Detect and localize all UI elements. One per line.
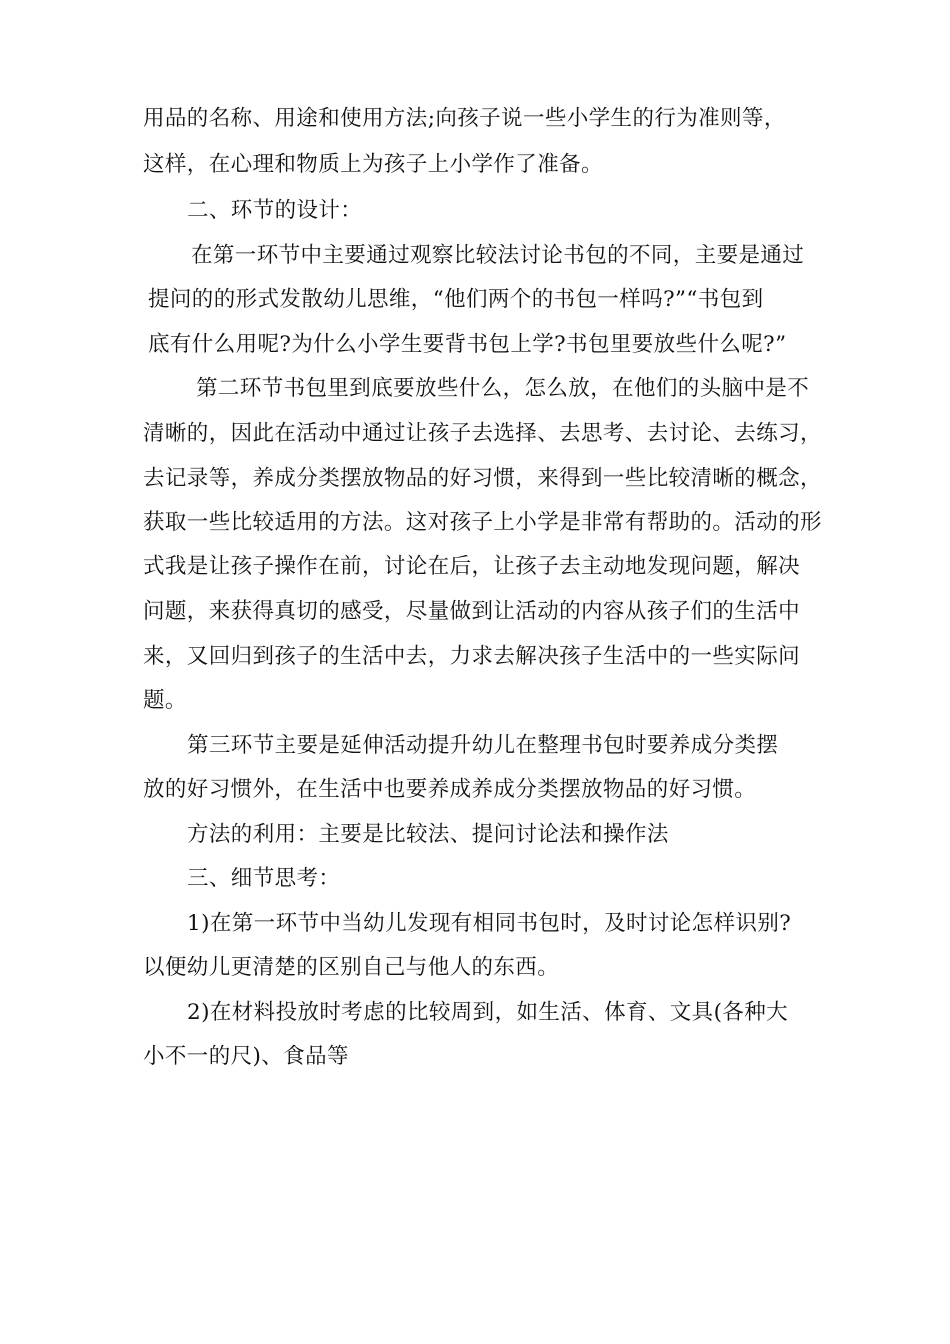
text-line: 题。 (143, 688, 187, 713)
text-line: 以便幼儿更清楚的区别自己与他人的东西。 (143, 955, 560, 980)
text-line: 放的好习惯外，在生活中也要养成养成分类摆放物品的好习惯。 (143, 777, 757, 802)
text-line: 清晰的，因此在活动中通过让孩子去选择、去思考、去讨论、去练习， (143, 421, 822, 446)
text-line: 2)在材料投放时考虑的比较周到，如生活、体育、文具(各种大 (187, 1000, 789, 1025)
text-line: 小不一的尺)、食品等 (143, 1044, 349, 1069)
text-line: 底有什么用呢?为什么小学生要背书包上学?书包里要放些什么呢?” (148, 332, 787, 357)
text-line: 式我是让孩子操作在前，讨论在后，让孩子去主动地发现问题，解决 (143, 554, 801, 579)
text-line: 获取一些比较适用的方法。这对孩子上小学是非常有帮助的。活动的形 (143, 510, 822, 535)
text-line: 第三环节主要是延伸活动提升幼儿在整理书包时要养成分类摆 (187, 733, 779, 758)
text-line: 1)在第一环节中当幼儿发现有相同书包时，及时讨论怎样识别? (187, 911, 792, 936)
section-heading: 二、环节的设计： (187, 198, 363, 223)
text-line: 第二环节书包里到底要放些什么，怎么放，在他们的头脑中是不 (196, 376, 810, 401)
text-line: 提问的的形式发散幼儿思维，“他们两个的书包一样吗?”“书包到 (148, 287, 764, 312)
text-line: 用品的名称、用途和使用方法;向孩子说一些小学生的行为准则等， (143, 106, 786, 131)
section-heading: 三、细节思考： (187, 866, 341, 891)
text-line: 这样，在心理和物质上为孩子上小学作了准备。 (143, 152, 603, 177)
text-line: 去记录等，养成分类摆放物品的好习惯，来得到一些比较清晰的概念， (143, 466, 822, 491)
text-line: 在第一环节中主要通过观察比较法讨论书包的不同，主要是通过 (191, 243, 805, 268)
text-line: 来，又回归到孩子的生活中去，力求去解决孩子生活中的一些实际问 (143, 644, 801, 669)
text-line: 问题，来获得真切的感受，尽量做到让活动的内容从孩子们的生活中 (143, 599, 801, 624)
text-line: 方法的利用：主要是比较法、提问讨论法和操作法 (187, 822, 669, 847)
